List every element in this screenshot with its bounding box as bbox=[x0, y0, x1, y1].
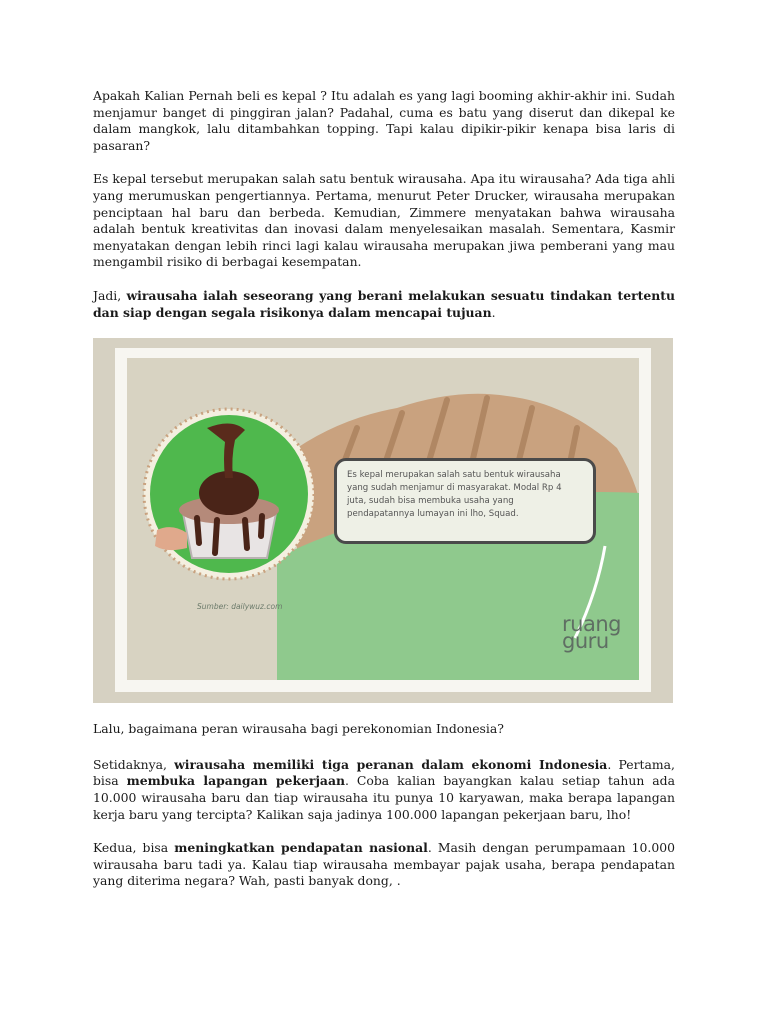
income-bold: meningkatkan pendapatan nasional bbox=[174, 840, 428, 856]
logo-line-1: ruang bbox=[562, 612, 621, 637]
paragraph-intro: Apakah Kalian Pernah beli es kepal ? Itu adalah es yang lagi booming akhir-akhir ini. Sudah menjamur banget di pinggiran jalan? Padahal, cuma es batu yang diserut dan dikepal ke dalam mangkok, lalu ditambahkan topping. Tapi kalau dipikir-pikir kenapa bisa laris di pasaran? bbox=[93, 88, 675, 153]
paragraph-question: Lalu, bagaimana peran wirausaha bagi perekonomian Indonesia? bbox=[93, 721, 504, 737]
roles-a: Setidaknya, bbox=[93, 756, 175, 772]
ruangguru-logo bbox=[562, 612, 621, 654]
paragraph-roles bbox=[93, 757, 675, 823]
paragraph-definition: Es kepal tersebut merupakan salah satu bentuk wirausaha. Apa itu wirausaha? Ada tiga ahli yang merumuskan pengertiannya. Pertama, menurut Peter Drucker, wirausaha merupakan penciptaan hal baru dan berbeda. Kemudian, Zimmere menyatakan bahwa wirausaha adalah bentuk kreativitas dan inovasi dalam menyelesaikan masalah. Sementara, Kasmir menyatakan dengan lebih rinci lagi kalau wirausaha merupakan jiwa pemberani yang mau mengambil risiko di berbagai kesempatan. bbox=[93, 171, 675, 270]
speech-bubble: Es kepal merupakan salah satu bentuk wirausaha yang sudah menjamur di masyarakat. Modal Rp 4 juta, sudah bisa membuka usaha yang pendapatannya lumayan ini lho, Squad. bbox=[334, 458, 596, 544]
logo-line-2: guru bbox=[562, 629, 609, 654]
income-c: . Masih dengan perumpamaan 10.000 wirausaha baru tadi ya. Kalau tiap wirausaha membayar pajak usaha, berapa pendapatan yang diterima negara? Wah, pasti banyak dong, . bbox=[93, 840, 675, 889]
conclusion-prefix: Jadi, bbox=[93, 287, 127, 303]
roles-c: . Pertama, bisa bbox=[93, 756, 675, 789]
image-source: Sumber: dailywuz.com bbox=[197, 602, 283, 612]
roles-e: . Coba kalian bayangkan kalau setiap tahun ada 10.000 wirausaha baru dan tiap wirausaha itu punya 10 karyawan, maka berapa lapangan kerja baru yang tercipta? Kalikan saja jadinya 100.000 lapangan pekerjaan baru, lho! bbox=[93, 773, 675, 822]
hand-shape bbox=[155, 527, 187, 550]
conclusion-bold: wirausaha ialah seseorang yang berani melakukan sesuatu tindakan tertentu dan siap dengan segala risikonya dalam mencapai tujuan bbox=[93, 287, 675, 320]
roles-bold-2: membuka lapangan pekerjaan bbox=[126, 773, 345, 789]
paragraph-income bbox=[93, 840, 675, 890]
illustration bbox=[93, 338, 673, 703]
illustration-frame bbox=[115, 348, 651, 692]
conclusion-suffix: . bbox=[491, 304, 496, 320]
income-a: Kedua, bisa bbox=[93, 840, 175, 856]
document-page bbox=[93, 88, 675, 907]
paragraph-conclusion bbox=[93, 288, 675, 321]
illustration-canvas bbox=[127, 358, 639, 680]
roles-bold-1: wirausaha memiliki tiga peranan dalam ekonomi Indonesia bbox=[174, 756, 608, 772]
